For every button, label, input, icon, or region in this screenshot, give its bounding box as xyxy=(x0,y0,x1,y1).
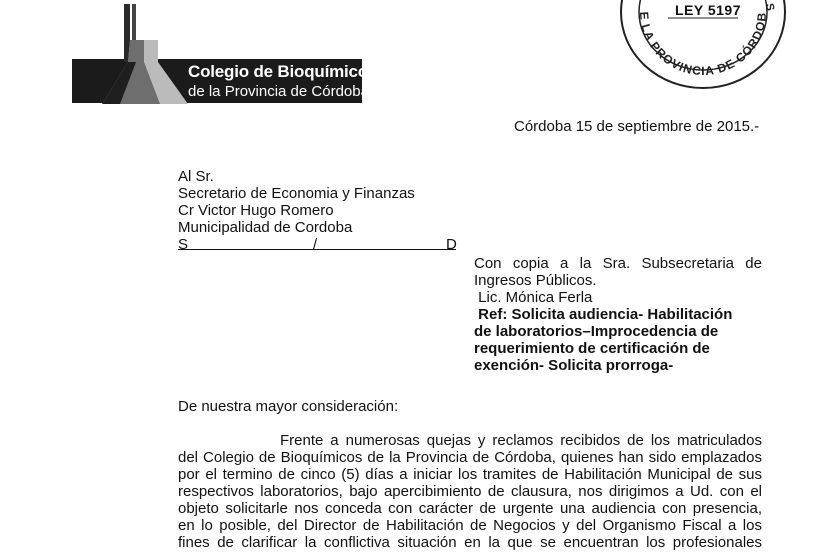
sd-mid: / xyxy=(313,236,318,253)
reference-line: de laboratorios–Improcedencia de xyxy=(474,323,719,340)
body-line: fines de clarificar la conflictiva situación en la que se encuentran los profesionales xyxy=(178,534,762,551)
org-subtitle: de la Provincia de Córdoba xyxy=(188,83,369,100)
recipient-line: Secretario de Economia y Finanzas xyxy=(178,185,415,202)
stamp-law-number: LEY 5197 xyxy=(675,2,742,18)
copy-line: Con copia a la Sra. Subsecretaria de xyxy=(474,255,762,272)
body-line: en lo posible, del Director de Habilitación de Negocios y del Organismo Fiscal a los xyxy=(178,517,762,534)
recipient-line: Cr Victor Hugo Romero xyxy=(178,202,334,219)
copy-line: Ingresos Públicos. xyxy=(474,272,597,289)
body-line: del Colegio de Bioquímicos de la Provincia de Córdoba, quienes han sido emplazados xyxy=(178,449,762,466)
stamp-side-letter: S xyxy=(763,2,777,12)
sd-right: D xyxy=(446,236,457,253)
greeting: De nuestra mayor consideración: xyxy=(178,398,399,415)
reference-line: Ref: Solicita audiencia- Habilitación xyxy=(474,306,733,323)
reference-line: exención- Solicita prorroga- xyxy=(474,357,674,374)
sd-left: S xyxy=(178,236,189,253)
body-line: Frente a numerosas quejas y reclamos recibidos de los matriculados xyxy=(280,432,762,449)
org-name: Colegio de Bioquímicos xyxy=(188,62,378,81)
body-line: respectivos laboratorios, bajo apercibimiento de clausura, nos dirigimos a Ud. con el xyxy=(178,483,762,500)
recipient-line: Municipalidad de Cordoba xyxy=(178,219,353,236)
body-line: por el termino de cinco (5) días a iniciar los tramites de Habilitación Municipal de sus xyxy=(178,466,762,483)
sd-underline xyxy=(178,249,456,250)
stamp-arc-text: E LA PROVINCIA DE CÓRDOB xyxy=(636,11,770,79)
copy-line: Lic. Mónica Ferla xyxy=(474,289,593,306)
reference-line: requerimiento de certificación de xyxy=(474,340,710,357)
flask-logo-icon xyxy=(100,0,190,110)
recipient-line: Al Sr. xyxy=(178,168,214,185)
body-line: objeto solicitarle nos conceda con carácter de urgente una audiencia con presencia, xyxy=(178,500,762,517)
letter-date: Córdoba 15 de septiembre de 2015.- xyxy=(514,118,760,135)
